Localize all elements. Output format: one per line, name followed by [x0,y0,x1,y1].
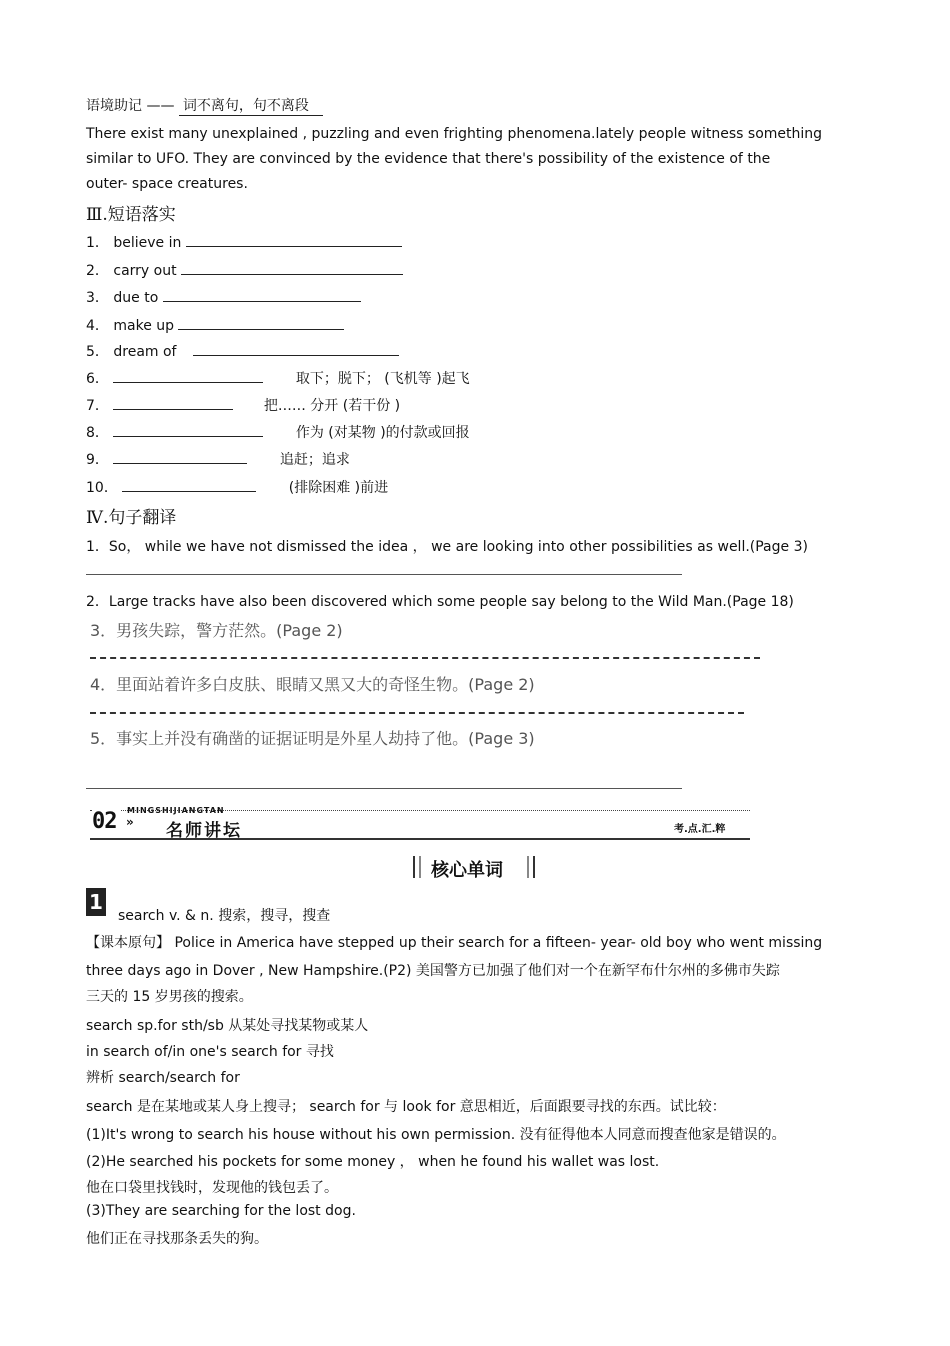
translation-5: 5．事实上并没有确凿的证据证明是外星人劫持了他。(Page 3) [90,729,535,748]
banner-title: 名师讲坛 [166,821,242,841]
answer-blank[interactable] [122,477,256,492]
word-number-badge: 1 [86,888,106,916]
item-text: (排除困难 )前进 [288,480,389,496]
quote-line-2: three days ago in Dover , New Hampshire.(P2) 美国警方已加强了他们对一个在新罕布什尔州的多佛市失踪 [86,963,780,979]
answer-blank[interactable] [178,315,344,330]
phrase-item-7 [86,395,400,415]
quote-line-1: 【课本原句】 Police in America have stepped up their search for a fifteen- year- old boy who went missing [86,935,823,951]
section-4-title: Ⅳ.句子翻译 [86,508,177,528]
item-num: 8． [86,425,109,441]
phrase-line-2: in search of/in one's search for 寻找 [86,1044,334,1060]
core-words-title: 核心单词 [431,860,503,881]
item-text: 作为 (对某物 )的付款或回报 [295,425,470,441]
translation-3: 3．男孩失踪，警方茫然。(Page 2) [90,621,343,640]
quote-line-3: 三天的 15 岁男孩的搜索。 [86,989,253,1005]
item-num: 1． [86,235,109,251]
item-num: 7． [86,398,109,414]
phrase-item-10 [86,477,388,497]
title-bar-right-icon [527,856,535,878]
item-text: believe in [113,235,182,251]
answer-blank[interactable] [181,260,403,275]
item-text: 追赶；追求 [279,452,350,468]
banner-number-box [92,809,120,837]
item-num: 6． [86,371,109,387]
item-text: due to [113,290,159,306]
headword: search v. & n. 搜索，搜寻，搜查 [118,908,331,924]
item-num: 5． [86,344,109,360]
context-line-3: outer- space creatures. [86,176,248,192]
title-bar-left-icon [413,856,421,878]
phrase-item-1 [86,232,402,252]
answer-line-4[interactable] [90,712,744,714]
answer-blank[interactable] [193,341,399,356]
answer-line-5[interactable] [86,788,682,789]
banner-pinyin: MINGSHIJIANGTAN [127,806,225,815]
translation-1: 1．So， while we have not dismissed the idea ， we are looking into other possibilities as well.(Page 3) [86,539,808,555]
item-text: make up [113,318,175,334]
context-underlined: 词不离句，句不离段 [179,98,323,116]
item-text: carry out [113,263,177,279]
phrase-item-4 [86,315,344,335]
item-text: 取下；脱下； (飞机等 )起飞 [295,371,470,387]
answer-blank[interactable] [113,449,247,464]
banner-right-label: 考.点.汇.粹 [674,824,726,835]
banner-bottom-line [90,838,750,840]
item-text: 把…… 分开 (若干份 ) [263,398,401,414]
note-line: search 是在某地或某人身上搜寻； search for 与 look for 意思相近，后面跟要寻找的东西。试比较： [86,1099,726,1115]
example-1: (1)It's wrong to search his house without his own permission. 没有征得他本人同意而搜查他家是错误的。 [86,1127,786,1143]
chevron-right-icon: » [126,815,134,829]
example-3: (3)They are searching for the lost dog. [86,1203,356,1219]
answer-line-3[interactable] [90,657,760,659]
example-2-cn: 他在口袋里找钱时，发现他的钱包丢了。 [86,1180,338,1196]
example-2: (2)He searched his pockets for some money ， when he found his wallet was lost. [86,1154,660,1170]
context-memory-label [86,95,323,115]
phrase-line-1: search sp.for sth/sb 从某处寻找某物或某人 [86,1018,369,1034]
answer-blank[interactable] [113,422,263,437]
translation-2: 2．Large tracks have also been discovered which some people say belong to the Wild Man.(Page 18) [86,594,794,610]
item-num: 9． [86,452,109,468]
item-num: 2． [86,263,109,279]
phrase-item-9 [86,449,350,469]
answer-line-1[interactable] [86,574,682,575]
example-3-cn: 他们正在寻找那条丢失的狗。 [86,1231,268,1247]
context-line-2: similar to UFO. They are convinced by the evidence that there's possibility of the existence of the [86,151,771,167]
context-line-1: There exist many unexplained , puzzling and even frighting phenomena.lately people witness something [86,126,823,142]
item-text: dream of [113,344,177,360]
phrase-item-5 [86,341,399,361]
answer-blank[interactable] [186,232,402,247]
item-num: 4． [86,318,109,334]
phrase-item-2 [86,260,403,280]
answer-blank[interactable] [113,395,233,410]
item-num: 3． [86,290,109,306]
analysis-line: 辨析 search/search for [86,1070,240,1086]
phrase-item-6 [86,368,470,388]
context-label-text: 语境助记 —— [86,98,175,114]
banner-number: 02 [92,809,117,834]
item-num: 10． [86,480,118,496]
section-3-title: Ⅲ.短语落实 [86,205,176,225]
translation-4: 4．里面站着许多白皮肤、眼睛又黑又大的奇怪生物。(Page 2) [90,675,535,694]
answer-blank[interactable] [163,287,361,302]
answer-blank[interactable] [113,368,263,383]
phrase-item-3 [86,287,361,307]
phrase-item-8 [86,422,470,442]
